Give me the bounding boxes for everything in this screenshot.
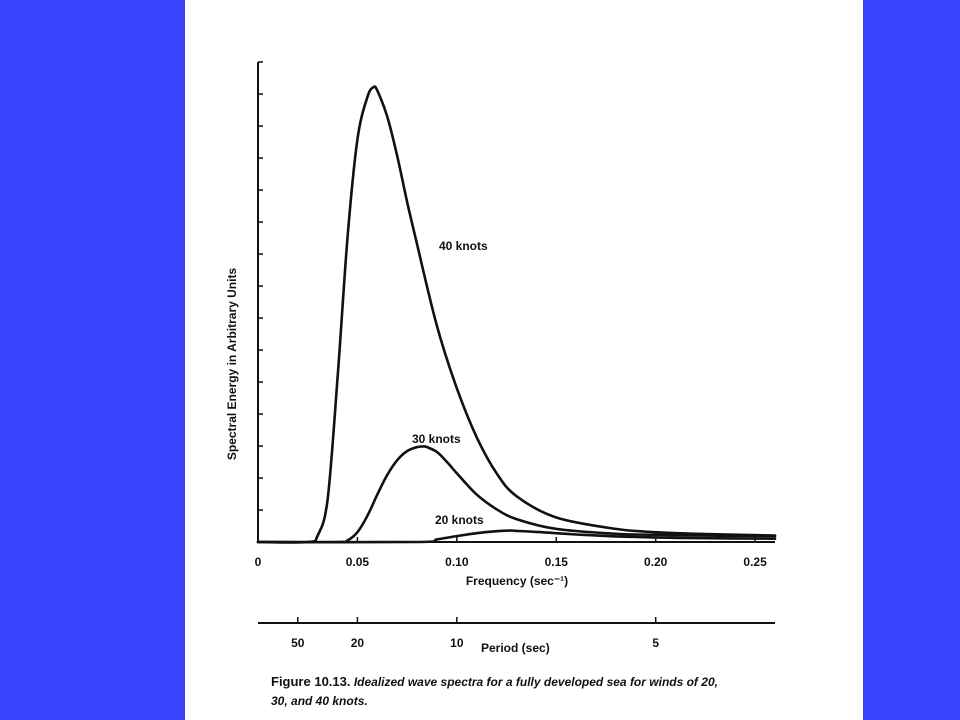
caption-line-1: Idealized wave spectra for a fully developed sea for winds of 20, [353, 675, 718, 689]
x-tick-label: 0.20 [644, 555, 668, 569]
x-tick-label: 0.25 [743, 555, 767, 569]
series-line [258, 446, 775, 542]
x-tick-label: 0.15 [544, 555, 568, 569]
caption-line-2: 30, and 40 knots. [271, 694, 368, 708]
wave-spectra-chart [185, 0, 863, 672]
series-label: 30 knots [412, 432, 461, 446]
period-tick-label: 20 [350, 636, 365, 650]
period-tick-label: 50 [291, 636, 305, 650]
caption-label: Figure 10.13. [271, 674, 351, 689]
figure-sheet [185, 0, 863, 720]
period-tick-label: 5 [652, 636, 660, 650]
y-axis [258, 62, 263, 542]
series-label: 40 knots [439, 239, 488, 253]
period-axis-title: Period (sec) [481, 641, 550, 655]
x-tick-label: 0 [254, 555, 262, 569]
x-tick-label: 0.10 [445, 555, 469, 569]
x-tick-label: 0.05 [345, 555, 370, 569]
series-line [258, 87, 775, 543]
period-tick-label: 10 [450, 636, 464, 650]
y-axis-title: Spectral Energy in Arbitrary Units [225, 267, 239, 461]
figure-caption [271, 672, 831, 711]
series-layer [258, 87, 775, 543]
series-label: 20 knots [435, 513, 484, 527]
x-axis-title: Frequency (sec⁻¹) [465, 574, 569, 588]
